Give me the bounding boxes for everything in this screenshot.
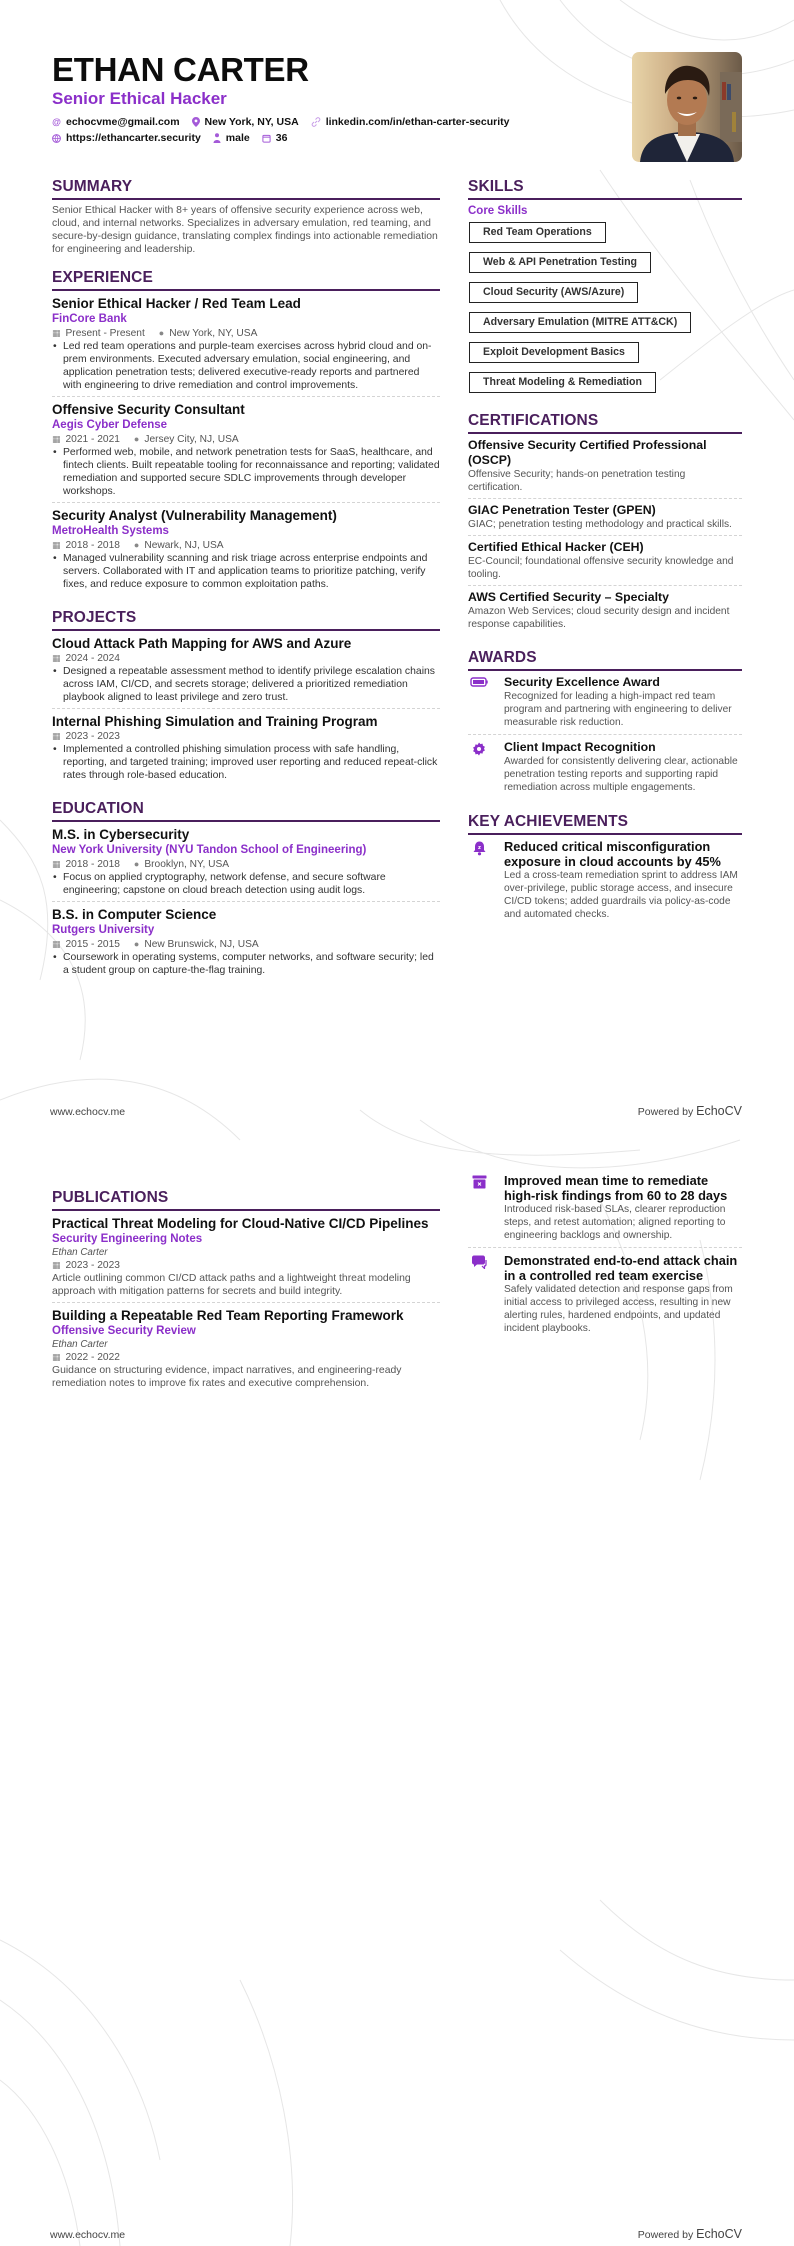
experience-section [52, 269, 440, 595]
globe-icon [52, 134, 61, 143]
map-pin-icon: ● [133, 939, 140, 949]
contact-info [52, 114, 612, 146]
achievements-section [468, 813, 742, 926]
summary-heading: SUMMARY [52, 178, 440, 200]
candidate-name: ETHAN CARTER [52, 51, 309, 88]
publications-heading: PUBLICATIONS [52, 1189, 440, 1211]
resume-page-2 [0, 1123, 794, 2246]
at-sign-icon: @ [52, 116, 61, 127]
skill-chip: Cloud Security (AWS/Azure) [469, 282, 638, 303]
skill-chip: Web & API Penetration Testing [469, 252, 651, 273]
publication-item: Building a Repeatable Red Team Reporting Framework Offensive Security Review Ethan Carter ▦ 2022 - 2022 Guidance on structuring evidence, impact narratives, and engineering-ready remediation notes to improve fix rates and executive comprehension. [52, 1308, 404, 1389]
achievements-heading: KEY ACHIEVEMENTS [468, 813, 742, 835]
achievement-item: z Reduced critical misconfiguration exposure in cloud accounts by 45% Led a cross-team remediation sprint to address IAM over-privilege, public storage access, and insecure CI/CD tokens; added guardrails via policy-as-code and automated checks. [468, 839, 742, 926]
contact-age: 36 [262, 130, 288, 146]
summary-text: Senior Ethical Hacker with 8+ years of offensive security experience across web, cloud, and internal networks. Specializes in adversary emulation, red teaming, and secure-by-design guidance, translating complex findings into actionable remediation for engineering and leadership. [52, 205, 438, 255]
education-section [52, 800, 440, 981]
profile-photo [632, 52, 742, 162]
awards-section [468, 649, 742, 799]
education-heading: EDUCATION [52, 800, 440, 822]
experience-item: Security Analyst (Vulnerability Management) MetroHealth Systems ▦ 2018 - 2018 ● Newark, NJ, USA • Managed vulnerability scanning and risk triage across enterprise endpoints and servers. Collaborated with IT and application teams to prioritize patching, verify fixes, and reduce exposure to common exploitation paths. [52, 507, 440, 595]
footer-website[interactable]: www.echocv.me [50, 1106, 126, 1118]
footer-brand[interactable]: EchoCV [696, 1104, 742, 1118]
page-footer [50, 2227, 742, 2241]
calendar-icon: ▦ [52, 540, 61, 550]
summary-section [52, 178, 440, 256]
skills-section [468, 178, 742, 402]
left-column [52, 178, 440, 995]
map-pin-icon: ● [158, 328, 165, 338]
calendar-icon: ▦ [52, 328, 61, 338]
achievement-item: Improved mean time to remediate high-risk findings from 60 to 28 days Introduced risk-based SLAs, clearer reproduction steps, and retest automation; aligned reporting to engineering backlogs and ownership. [468, 1173, 742, 1248]
skill-chip: Threat Modeling & Remediation [469, 372, 656, 393]
experience-item: Senior Ethical Hacker / Red Team Lead FinCore Bank ▦ Present - Present ● New York, NY, USA • Led red team operations and purple-team exercises across hybrid cloud and on-prem environments. Executed adversary emulation, social engineering, and application penetration tests; delivered executive-ready reports and partnered with engineering to drive remediation and control improvements. [52, 295, 440, 397]
contact-email[interactable]: @ echocvme@gmail.com [52, 116, 180, 128]
person-icon [213, 133, 221, 143]
skill-chip: Red Team Operations [469, 222, 606, 243]
contact-location: New York, NY, USA [192, 114, 299, 130]
candidate-title: Senior Ethical Hacker [52, 89, 227, 108]
calendar-icon: ▦ [52, 731, 61, 741]
skill-chip: Adversary Emulation (MITRE ATT&CK) [469, 312, 691, 333]
certification-item: Offensive Security Certified Professional (OSCP) Offensive Security; hands-on penetration testing certification. [468, 438, 742, 499]
contact-linkedin[interactable]: linkedin.com/in/ethan-carter-security [311, 114, 510, 130]
calendar-icon: ▦ [52, 1352, 61, 1362]
skill-chip: Exploit Development Basics [469, 342, 639, 363]
right-column-page-2 [468, 1173, 742, 1345]
chat-icon [468, 1253, 490, 1335]
publications-section [52, 1189, 440, 1394]
contact-website[interactable]: https://ethancarter.security [52, 130, 201, 146]
award-item: Client Impact Recognition Awarded for consistently delivering clear, actionable penetration testing reports and supporting rapid remediation across multiple engagements. [468, 740, 742, 799]
link-icon [311, 117, 321, 127]
certification-item: Certified Ethical Hacker (CEH) EC-Council; foundational offensive security knowledge and tooling. [468, 540, 742, 586]
map-pin-icon: ● [133, 540, 140, 550]
resume-header [52, 52, 612, 146]
certification-item: AWS Certified Security – Specialty Amazon Web Services; cloud security design and incident response capabilities. [468, 590, 730, 630]
education-item: M.S. in Cybersecurity New York University (NYU Tandon School of Engineering) ▦ 2018 - 2018 ● Brooklyn, NY, USA • Focus on applied cryptography, network defense, and secure software engineering; capstone on cloud breach detection using audit logs. [52, 826, 440, 902]
certifications-section [468, 412, 742, 635]
experience-heading: EXPERIENCE [52, 269, 440, 291]
calendar-icon: ▦ [52, 434, 61, 444]
award-item: Security Excellence Award Recognized for leading a high-impact red team program and partnering with engineering to deliver measurable risk reduction. [468, 675, 742, 735]
footer-website[interactable]: www.echocv.me [50, 2229, 126, 2241]
map-pin-icon [192, 117, 200, 127]
footer-brand[interactable]: EchoCV [696, 2227, 742, 2241]
calendar-icon [262, 134, 271, 143]
calendar-icon: ▦ [52, 653, 61, 663]
awards-heading: AWARDS [468, 649, 742, 671]
certifications-heading: CERTIFICATIONS [468, 412, 742, 434]
svg-text:z: z [477, 845, 481, 851]
skills-heading: SKILLS [468, 178, 742, 200]
battery-icon [468, 675, 490, 729]
left-column-page-2 [52, 1189, 440, 1408]
projects-heading: PROJECTS [52, 609, 440, 631]
right-column [468, 178, 742, 940]
projects-section [52, 609, 440, 786]
map-pin-icon: ● [133, 859, 140, 869]
calendar-icon: ▦ [52, 1260, 61, 1270]
education-item: B.S. in Computer Science Rutgers University ▦ 2015 - 2015 ● New Brunswick, NJ, USA • Coursework in operating systems, computer networks, and software security; led a student group on capture-the-flag training. [52, 906, 440, 981]
skills-subheading: Core Skills [468, 205, 528, 217]
archive-icon [468, 1173, 490, 1242]
project-item: Cloud Attack Path Mapping for AWS and Azure ▦ 2024 - 2024 • Designed a repeatable assessment method to identify privilege escalation chains across IAM, CI/CD, and secrets storage; delivered a prioritized remediation playbook aligned to least privilege and zero trust. [52, 635, 440, 709]
footer-powered-by: Powered by EchoCV [637, 1104, 742, 1118]
certification-item: GIAC Penetration Tester (GPEN) GIAC; penetration testing methodology and practical skills. [468, 503, 742, 536]
achievement-item: Demonstrated end-to-end attack chain in a controlled red team exercise Safely validated detection and response gaps from initial access to privileged access, resulting in new alerting rules, hardened endpoints, and updated incident playbooks. [468, 1253, 742, 1340]
gear-icon [468, 740, 490, 794]
contact-gender: male [213, 130, 250, 146]
project-item: Internal Phishing Simulation and Training Program ▦ 2023 - 2023 • Implemented a controlled phishing simulation process with safe handling, reporting, and targeted training; improved user reporting and reduced repeat-click rates through role-based education. [52, 713, 440, 786]
publication-item: Practical Threat Modeling for Cloud-Native CI/CD Pipelines Security Engineering Notes Ethan Carter ▦ 2023 - 2023 Article outlining common CI/CD attack paths and a lightweight threat modeling approach with mitigation patterns for secrets and build integrity. [52, 1215, 440, 1303]
footer-powered-by: Powered by EchoCV [637, 2227, 742, 2241]
experience-item: Offensive Security Consultant Aegis Cyber Defense ▦ 2021 - 2021 ● Jersey City, NJ, USA • Performed web, mobile, and network penetration tests for SaaS, healthcare, and fintech clients. Built repeatable tooling for reconnaissance and reporting; validated remediation and supported secure SDLC improvements through developer workshops. [52, 401, 440, 503]
page-footer [50, 1104, 742, 1118]
bell-icon [468, 839, 490, 921]
map-pin-icon: ● [133, 434, 140, 444]
calendar-icon: ▦ [52, 859, 61, 869]
calendar-icon: ▦ [52, 939, 61, 949]
